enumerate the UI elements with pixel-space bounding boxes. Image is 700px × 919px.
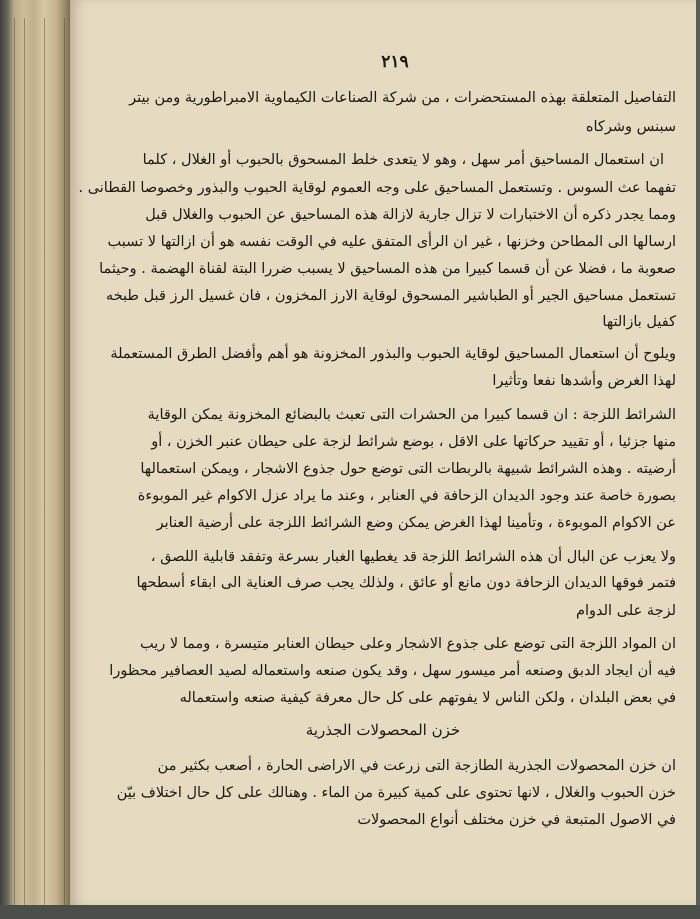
text-line: أرضيته . وهذه الشرائط شبيهة بالربطات التى توضع حول جذوع الاشجار ، ويمكن استعمالها bbox=[140, 461, 676, 477]
book-binding bbox=[0, 0, 70, 919]
section-heading: خزن المحصولات الجذرية bbox=[305, 721, 461, 739]
page-bottom-edge bbox=[0, 905, 700, 919]
text-line: فتمر فوقها الديدان الزحافة دون مانع أو عائق ، ولذلك يجب صرف العناية الى ابقاء أسطحها bbox=[136, 575, 676, 591]
text-line: تستعمل مساحيق الجير أو الطباشير المسحوق لوقاية الارز المخزون ، فان غسيل الرز قبل طبخه bbox=[105, 288, 676, 304]
text-line: تفهما عث السوس . وتستعمل المساحيق على وجه العموم لوقاية الحبوب والبذور وخصوصا القطانى . bbox=[78, 180, 676, 196]
text-line: عن الاكوام الموبوءة ، وتأمينا لهذا الغرض يمكن وضع الشرائط اللزجة على أرضية العنابر bbox=[156, 515, 676, 531]
text-line: بصورة خاصة عند وجود الديدان الزحافة في العنابر ، وعند ما يراد عزل الاكوام غير الموبوءة bbox=[137, 488, 676, 504]
text-line: التفاصيل المتعلقة بهذه المستحضرات ، من شركة الصناعات الكيماوية الامبراطورية ومن بيتر bbox=[129, 90, 676, 106]
text-line: الشرائط اللزجة : ان قسما كبيرا من الحشرات التى تعبث بالبضائع المخزونة يمكن الوقاية bbox=[147, 407, 676, 423]
text-line: في الاصول المتبعة في خزن مختلف أنواع المحصولات bbox=[357, 812, 676, 828]
book-page bbox=[70, 0, 696, 905]
text-line: كفيل بازالتها bbox=[602, 314, 676, 330]
text-line: خزن الحبوب والغلال ، لانها تحتوى على كمية كبيرة من الماء . وهنالك على كل حال اختلاف بيّن bbox=[116, 785, 676, 801]
text-line: صعوبة ما ، فضلا عن أن قسما كبيرا من هذه المساحيق لا يسبب ضررا البتة لقناة الهضمة . وحيثما bbox=[99, 261, 676, 277]
page-number: ٢١٩ bbox=[381, 52, 409, 72]
text-line: ان استعمال المساحيق أمر سهل ، وهو لا يتعدى خلط المسحوق بالحبوب أو الغلال ، كلما bbox=[142, 152, 664, 168]
text-line: لهذا الغرض وأشدها نفعا وتأثيرا bbox=[492, 373, 676, 389]
text-line: في بعض البلدان ، ولكن الناس لا يفوتهم على كل حال معرفة كيفية صنعه واستعماله bbox=[179, 690, 676, 706]
text-line: فيه أن ايجاد الدبق وصنعه أمر ميسور سهل ، وقد يكون صنعه واستعماله لصيد العصافير محظورا bbox=[109, 663, 676, 679]
text-line: ان خزن المحصولات الجذرية الطازجة التى زرعت في الاراضى الحارة ، أصعب بكثير من bbox=[157, 758, 676, 774]
text-line: سبنس وشركاه bbox=[585, 119, 676, 135]
text-line: ويلوح أن استعمال المساحيق لوقاية الحبوب والبذور المخزونة هو أهم وأفضل الطرق المستعملة bbox=[110, 346, 676, 362]
text-line: منها جزئيا ، أو تقييد حركاتها على الاقل ، بوضع شرائط لزجة على حيطان عنبر الخزن ، أو bbox=[151, 434, 676, 450]
text-line: ولا يعزب عن البال أن هذه الشرائط اللزجة قد يغطيها الغبار بسرعة وتفقد قابلية اللصق ، bbox=[150, 549, 676, 565]
text-line: ان المواد اللزجة التى توضع على جذوع الاشجار وعلى حيطان العنابر متيسرة ، ومما لا ريب bbox=[139, 636, 676, 652]
text-line: ومما يجدر ذكره أن الاختبارات لا تزال جارية لازالة هذه المساحيق عن الحبوب والغلال قبل bbox=[145, 207, 676, 223]
text-line: ارسالها الى المطاحن وخزنها ، غير ان الرأى المتفق عليه في الوقت نفسه هو أن ازالتها لا تسبب bbox=[107, 234, 676, 250]
text-line: لزجة على الدوام bbox=[576, 603, 676, 619]
